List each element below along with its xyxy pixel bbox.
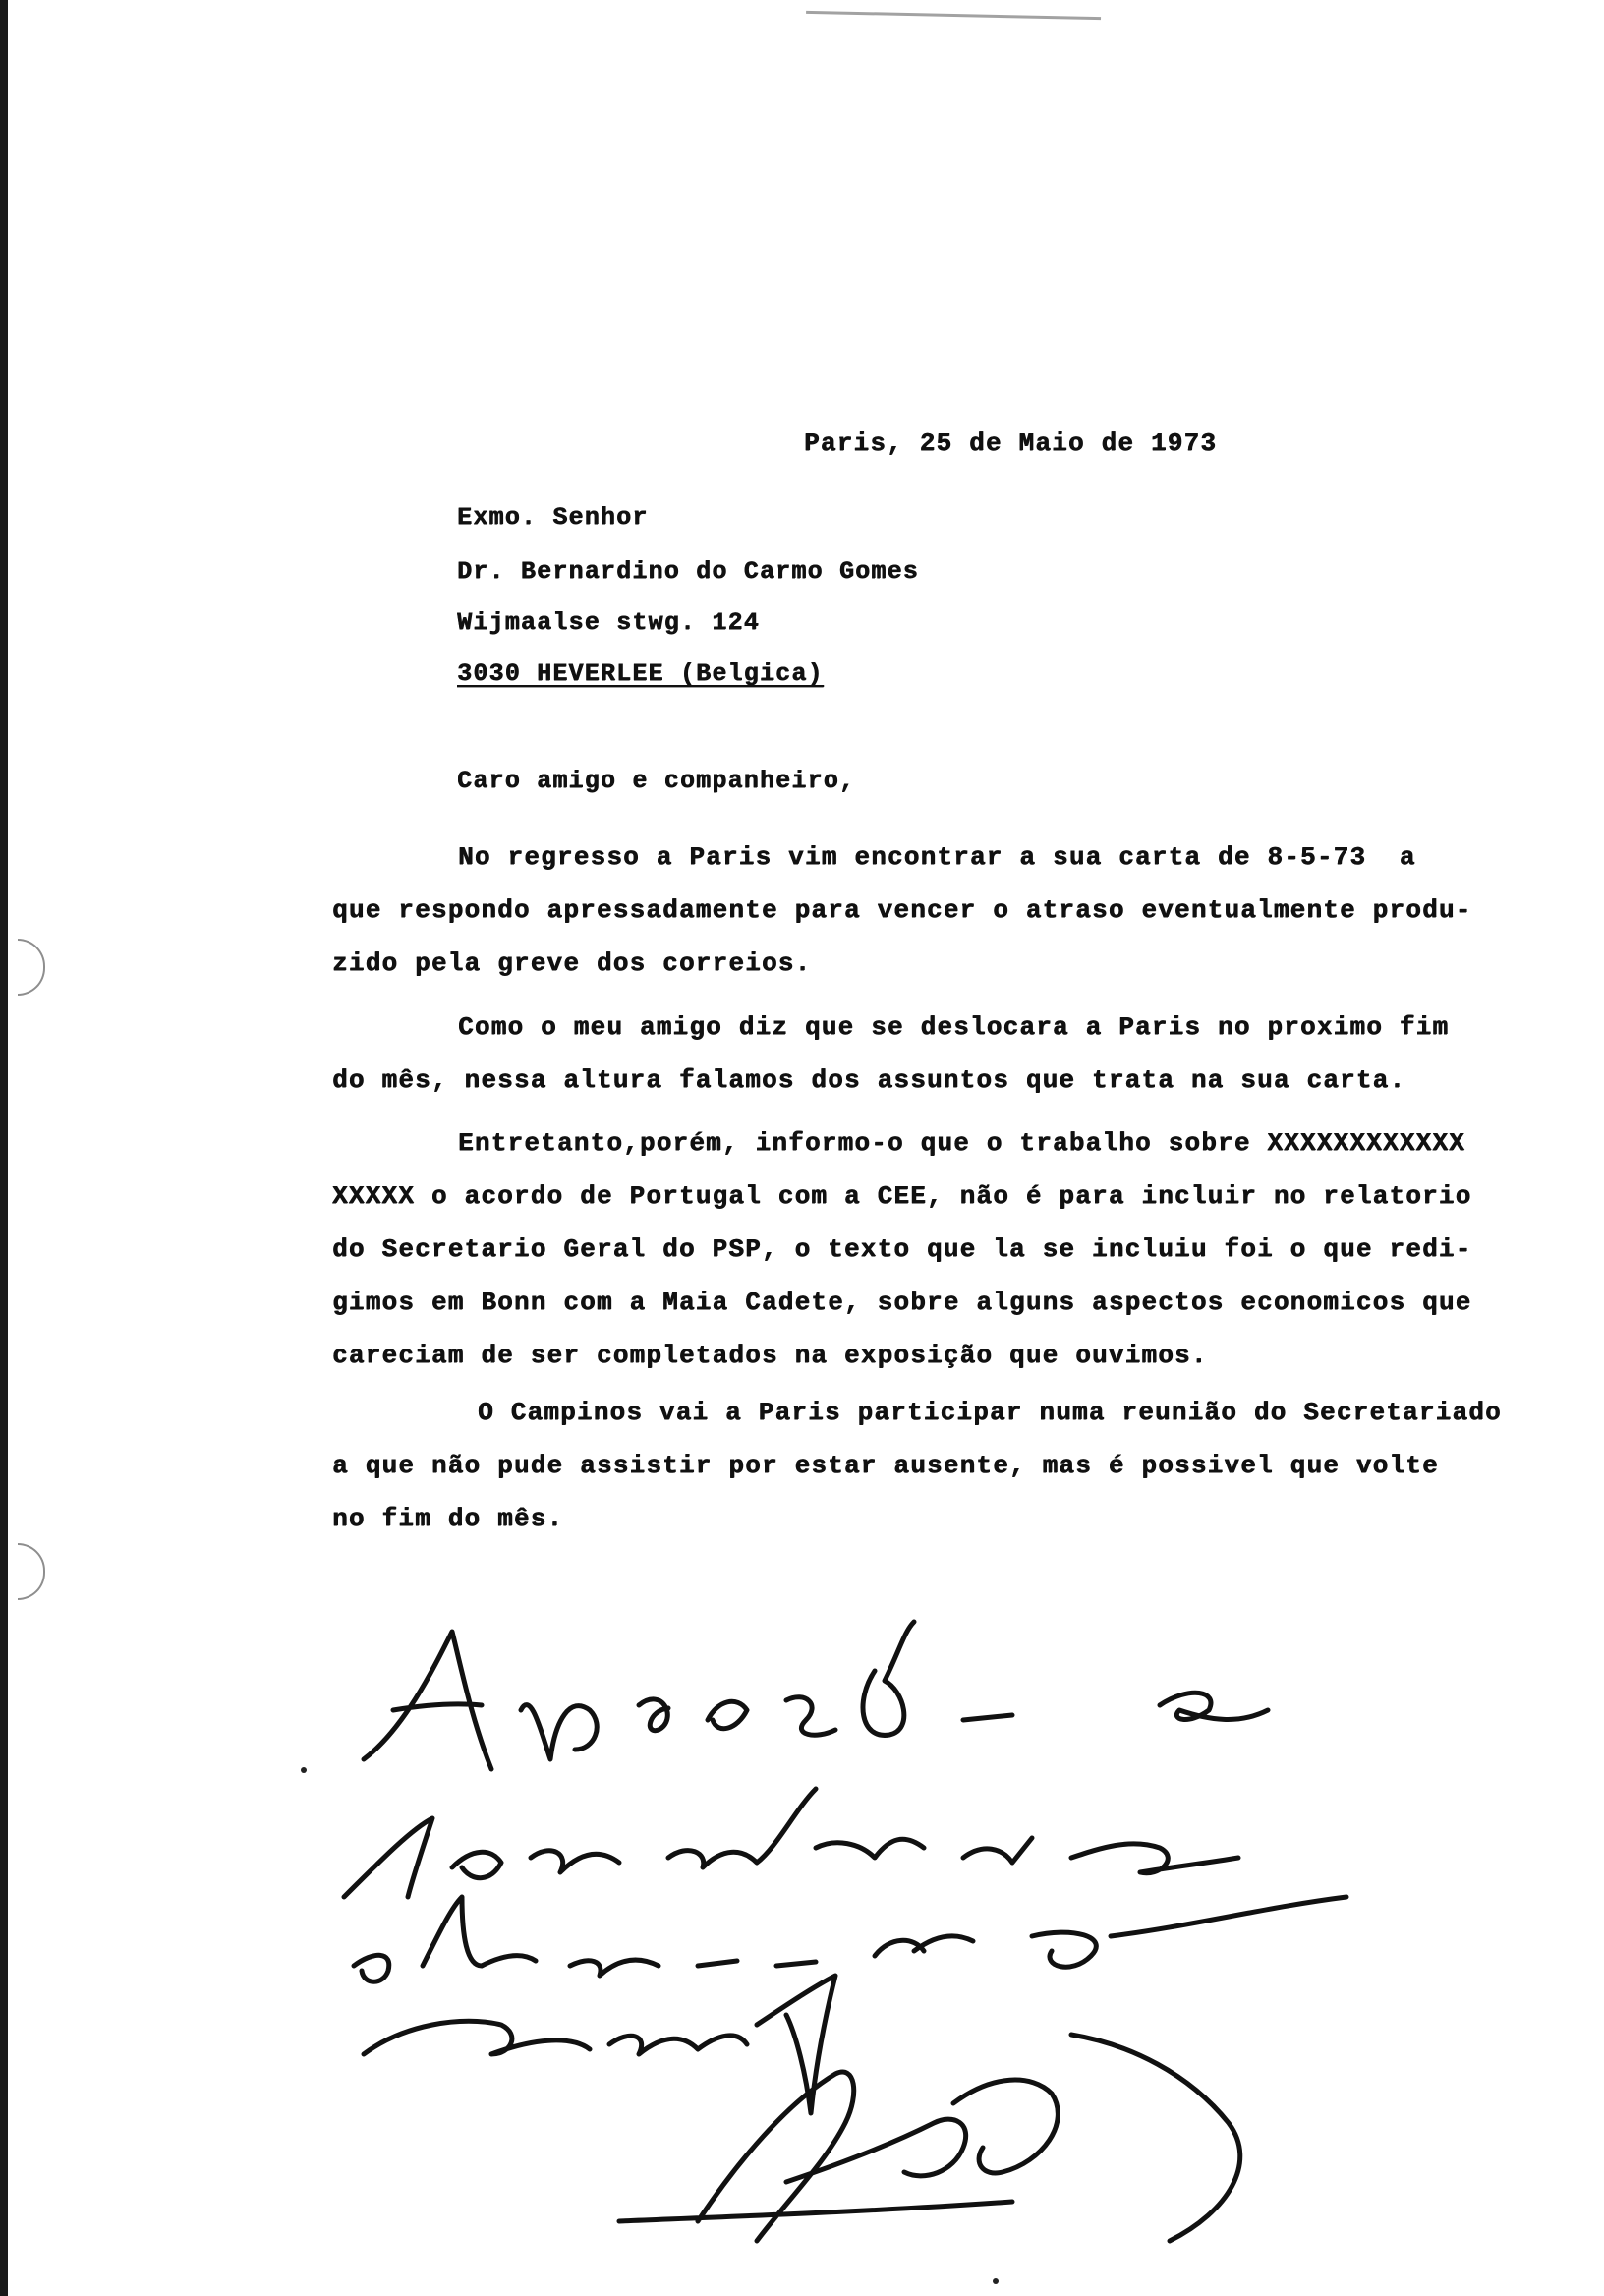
- ink-speck: [301, 1767, 307, 1773]
- paragraph-line: que respondo apressadamente para vencer o atraso eventualmente produ-: [332, 895, 1472, 925]
- salutation: Caro amigo e companheiro,: [457, 767, 856, 795]
- handwriting-line-2: [344, 1789, 1238, 1897]
- page-left-edge: [0, 0, 8, 2296]
- scan-artifact: [806, 11, 1101, 26]
- handwriting-line-3: [354, 1897, 1346, 1981]
- paragraph-2: [332, 1001, 1502, 1107]
- paragraph-line: do Secretario Geral do PSP, o texto que la se incluiu foi o que redi-: [332, 1234, 1472, 1264]
- paragraph-line: gimos em Bonn com a Maia Cadete, sobre alguns aspectos economicos que: [332, 1288, 1472, 1317]
- margin-mark: [18, 939, 45, 996]
- date-line: Paris, 25 de Maio de 1973: [804, 429, 1218, 458]
- paragraph-line: no fim do mês.: [332, 1504, 564, 1533]
- paragraph-line: zido pela greve dos correios.: [332, 948, 812, 978]
- address-line-name: Dr. Bernardino do Carmo Gomes: [457, 557, 919, 586]
- paragraph-line: Como o meu amigo diz que se deslocara a Paris no proximo fim: [458, 1012, 1450, 1042]
- paragraph-line: Entretanto,porém, informo-o que o trabalho sobre XXXXXXXXXXXX: [458, 1128, 1465, 1158]
- margin-mark: [18, 1543, 45, 1600]
- paragraph-line: XXXXX o acordo de Portugal com a CEE, não é para incluir no relatorio: [332, 1181, 1472, 1211]
- handwriting-line-1: [364, 1622, 1268, 1769]
- paragraph-1: [332, 831, 1502, 990]
- address-line-title: Exmo. Senhor: [457, 503, 649, 532]
- paragraph-line: a que não pude assistir por estar ausente, mas é possivel que volte: [332, 1451, 1439, 1480]
- paragraph-4: [332, 1386, 1502, 1545]
- handwriting-line-4: [364, 1976, 835, 2113]
- paragraph-line: O Campinos vai a Paris participar numa reunião do Secretariado: [478, 1398, 1502, 1427]
- paragraph-line: do mês, nessa altura falamos dos assuntos que trata na sua carta.: [332, 1065, 1406, 1095]
- address-line-street: Wijmaalse stwg. 124: [457, 608, 760, 637]
- handwritten-note-and-signature: [324, 1612, 1582, 2290]
- address-line-city: 3030 HEVERLEE (Belgica): [457, 660, 824, 688]
- ink-speck: [993, 2278, 999, 2284]
- paragraph-line: careciam de ser completados na exposição que ouvimos.: [332, 1341, 1208, 1370]
- signature: [619, 2035, 1240, 2241]
- paragraph-line: No regresso a Paris vim encontrar a sua carta de 8-5-73 a: [458, 842, 1416, 872]
- paragraph-3: [332, 1117, 1502, 1382]
